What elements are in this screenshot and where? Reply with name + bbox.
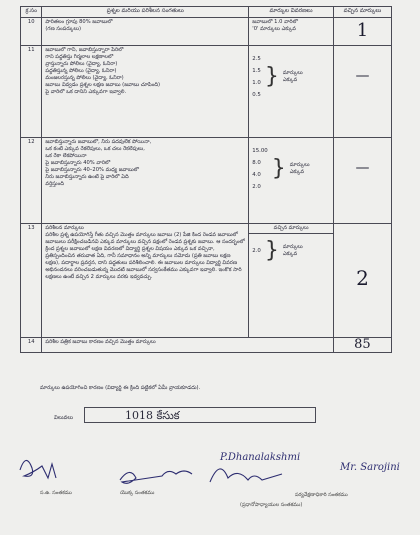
brace-icon: }: [271, 155, 286, 181]
criteria-line: ఒక కంటే ఎక్కువ రేకలేపులు, ఒక చలు రేకలేపులు,: [45, 145, 145, 152]
signature-name-1: P.Dhanalakshmi: [220, 452, 301, 463]
handwritten-signatures: [10, 440, 420, 530]
signature-label: యొక్క సంతకము: [120, 490, 155, 496]
total-value: 1018 కేసుక: [84, 407, 316, 423]
scale-value: 4.0: [252, 171, 261, 178]
scale-value: 15.00: [252, 147, 268, 154]
signature-stroke: [120, 471, 192, 483]
criteria-line: గాని పద్ధతిస్తు గీర్మలాల లక్షణాలలో: [45, 53, 114, 60]
awarded-mark: 2: [356, 265, 369, 290]
signature-stroke: [210, 469, 282, 482]
marks-table: [20, 6, 392, 353]
row-mark: [333, 337, 391, 352]
signature-area: [10, 440, 420, 530]
scale-value: 8.0: [252, 159, 261, 166]
criteria-line: (గణ సంపర్కులు): [45, 25, 82, 32]
scale-label: ఎక్కువ: [282, 250, 298, 257]
awarded-mark: 1: [356, 19, 369, 41]
criteria-line: పరిశీల పత్రిక జవాబు కారణం వచ్చిన మొత్తం మార్కులు: [45, 338, 156, 345]
criteria-line: జవాబు వివ్వడం ప్రశ్నల లక్షణ జవాబు (జవాబు చూపింది): [45, 81, 161, 88]
scale-label: మార్కులు: [282, 243, 303, 250]
row-criteria: [42, 137, 249, 223]
scale-label: మార్కులు: [289, 161, 310, 168]
row-mark: [333, 45, 391, 137]
table-row: [21, 223, 392, 337]
criteria-paragraph: పరిశీల ప్రశ్న ఉపయోగిస్తే గీతు వచ్చిన మొత్తం మార్కులు జవాబు (2) పేజి కింద రెండవ జవాబులో జవాబులు పరీక్షించబడినవి ఎక్కువ మార్కులు వచ్చిన పక్షంలో రెండవ ప్రశ్నకు జవాబు. ఆ సందర్భంలో క్రింద ప్రశ్నల జవాబులో లక్షణ వివరణలో విద్యార్థి ప్రశ్నల విషయం ఎక్కువ ఒక వచ్చినా, ప్రతిస్పందించిన తరువాత ఏది, గానీ సమాధానం అన్ని మార్కులు నమోదు (ప్రతి జవాబు లక్షణ లక్షణ), పదార్థాల ప్రవర్తన, దాని పద్ధతులు పరిశీలించాలి. ఈ జవాబుల మార్కులు విద్యార్థి వివరణ అభినందనలు వరించబడుతున్న మొదటి జవాబులో సర్వసంకేతము ఎక్కువగా ఇవ్వాలి. ఇంకొక సారి లక్షణలు ఉంటే వచ్చిన 2 మార్కులు వరకు ఇవ్వవచ్చు.: [45, 231, 245, 280]
col-header-marks: వచ్చిన మార్కులు: [333, 7, 391, 18]
scale-label: ఎక్కువ: [282, 76, 298, 83]
criteria-line: పై వారిలో ఒక దానిని ఎక్కువగా ఇవ్వాలి.: [45, 88, 127, 95]
row-criteria: [42, 45, 249, 137]
row-criteria: [42, 337, 333, 352]
criteria-heading: పరిశీలన మార్కులు: [45, 224, 84, 231]
signature-stroke: [20, 460, 56, 478]
criteria-line: పై జవాబిస్తున్నారు 40–20% మధ్య జవాబులో: [45, 166, 139, 173]
awarded-mark: —: [355, 67, 370, 84]
row-number: 14: [21, 337, 42, 352]
signature-label: స.ఉ. సంతకము: [40, 490, 72, 496]
col-header-criteria: ప్రశ్నల మరియు పరిశీలన సంగతులు: [42, 7, 249, 18]
brace-icon: }: [264, 63, 279, 89]
table-row: [21, 137, 392, 223]
scale-values: [252, 145, 267, 193]
criteria-line: ఒక రేకా లేకపోయినా: [45, 152, 87, 159]
scale-value: 0.5: [252, 91, 261, 98]
row-mark: [333, 137, 391, 223]
total-mark: 85: [354, 336, 371, 352]
row-mark: [333, 223, 391, 337]
scale-value: 2.5: [252, 55, 261, 62]
row-scale: [249, 17, 334, 45]
scale-value: 2.0: [252, 183, 261, 190]
brace-icon: }: [264, 237, 279, 263]
row-number: 11: [21, 45, 42, 137]
signature-name-2: Mr. Sarojini: [340, 462, 400, 473]
scale-values: [252, 245, 261, 257]
table-row: [21, 45, 392, 137]
criteria-line: మంజలరస్తున్న పోలీలు (వైద్యా, ఓనీరా): [45, 74, 124, 81]
row-scale: [249, 137, 334, 223]
row-number: 10: [21, 17, 42, 45]
col-header-scale: మార్కుల వివరణలు: [249, 7, 334, 18]
scale-subheader: వచ్చిన మార్కులు: [249, 224, 333, 234]
total-label: విలువలు: [54, 415, 74, 421]
criteria-line: నీరు జవాబిస్తున్నారు ఉంటే పై వారిలో ఏది: [45, 173, 129, 180]
scale-value: 2.0: [252, 247, 261, 254]
table-row: [21, 17, 392, 45]
col-header-serial: క్ర.సం: [21, 7, 42, 18]
scale-line: జవాబులో 1.0 వారిలో: [252, 18, 298, 25]
signature-label: (ప్రధానోపాధ్యాయుల సంతకము): [240, 502, 303, 508]
table-header-row: [21, 7, 392, 18]
row-scale: [249, 223, 334, 337]
scale-line: '0' మార్కులు ఎక్కువ: [252, 25, 296, 32]
criteria-line: జవాబిస్తున్నారు జవాబులో, నీరు పదవులేక పోయినా,: [45, 138, 152, 145]
criteria-line: జవాబులో గానీ, జవాబిస్తున్నారా పేరిలో: [45, 46, 124, 53]
scale-label: ఎక్కువ: [289, 168, 305, 175]
signature-label: పర్యవేక్షణాధికారి సంతకము: [295, 492, 348, 498]
scale-label: మార్కులు: [282, 69, 303, 76]
criteria-line: పారితలం గ్రూపు 80% జవాబులో: [45, 18, 113, 25]
row-number: 13: [21, 223, 42, 337]
awarded-mark: —: [355, 159, 370, 176]
footnote: మార్కులు ఉపయోగించి కారణం (విద్యార్థి ఈ క్రింది పట్టికలో ఏమీ వ్రాయకూడదు).: [40, 385, 201, 391]
row-scale: [249, 45, 334, 137]
row-criteria: [42, 223, 249, 337]
scale-value: 1.5: [252, 67, 261, 74]
table-row: [21, 337, 392, 352]
scale-value: 1.0: [252, 79, 261, 86]
scale-values: [252, 53, 261, 101]
criteria-line: వ్రాస్తున్నారు పోలీలు (వైద్యా, ఓనీరా): [45, 60, 118, 67]
criteria-line: వర్తిస్తుంది: [45, 180, 64, 187]
criteria-line: పద్ధతిస్తున్న పోలీలు (వైద్యా, ఓనీరా): [45, 67, 117, 74]
row-mark: [333, 17, 391, 45]
row-number: 12: [21, 137, 42, 223]
criteria-line: పై జవాబిస్తున్నారు 40% వారిలో: [45, 159, 111, 166]
row-criteria: [42, 17, 249, 45]
